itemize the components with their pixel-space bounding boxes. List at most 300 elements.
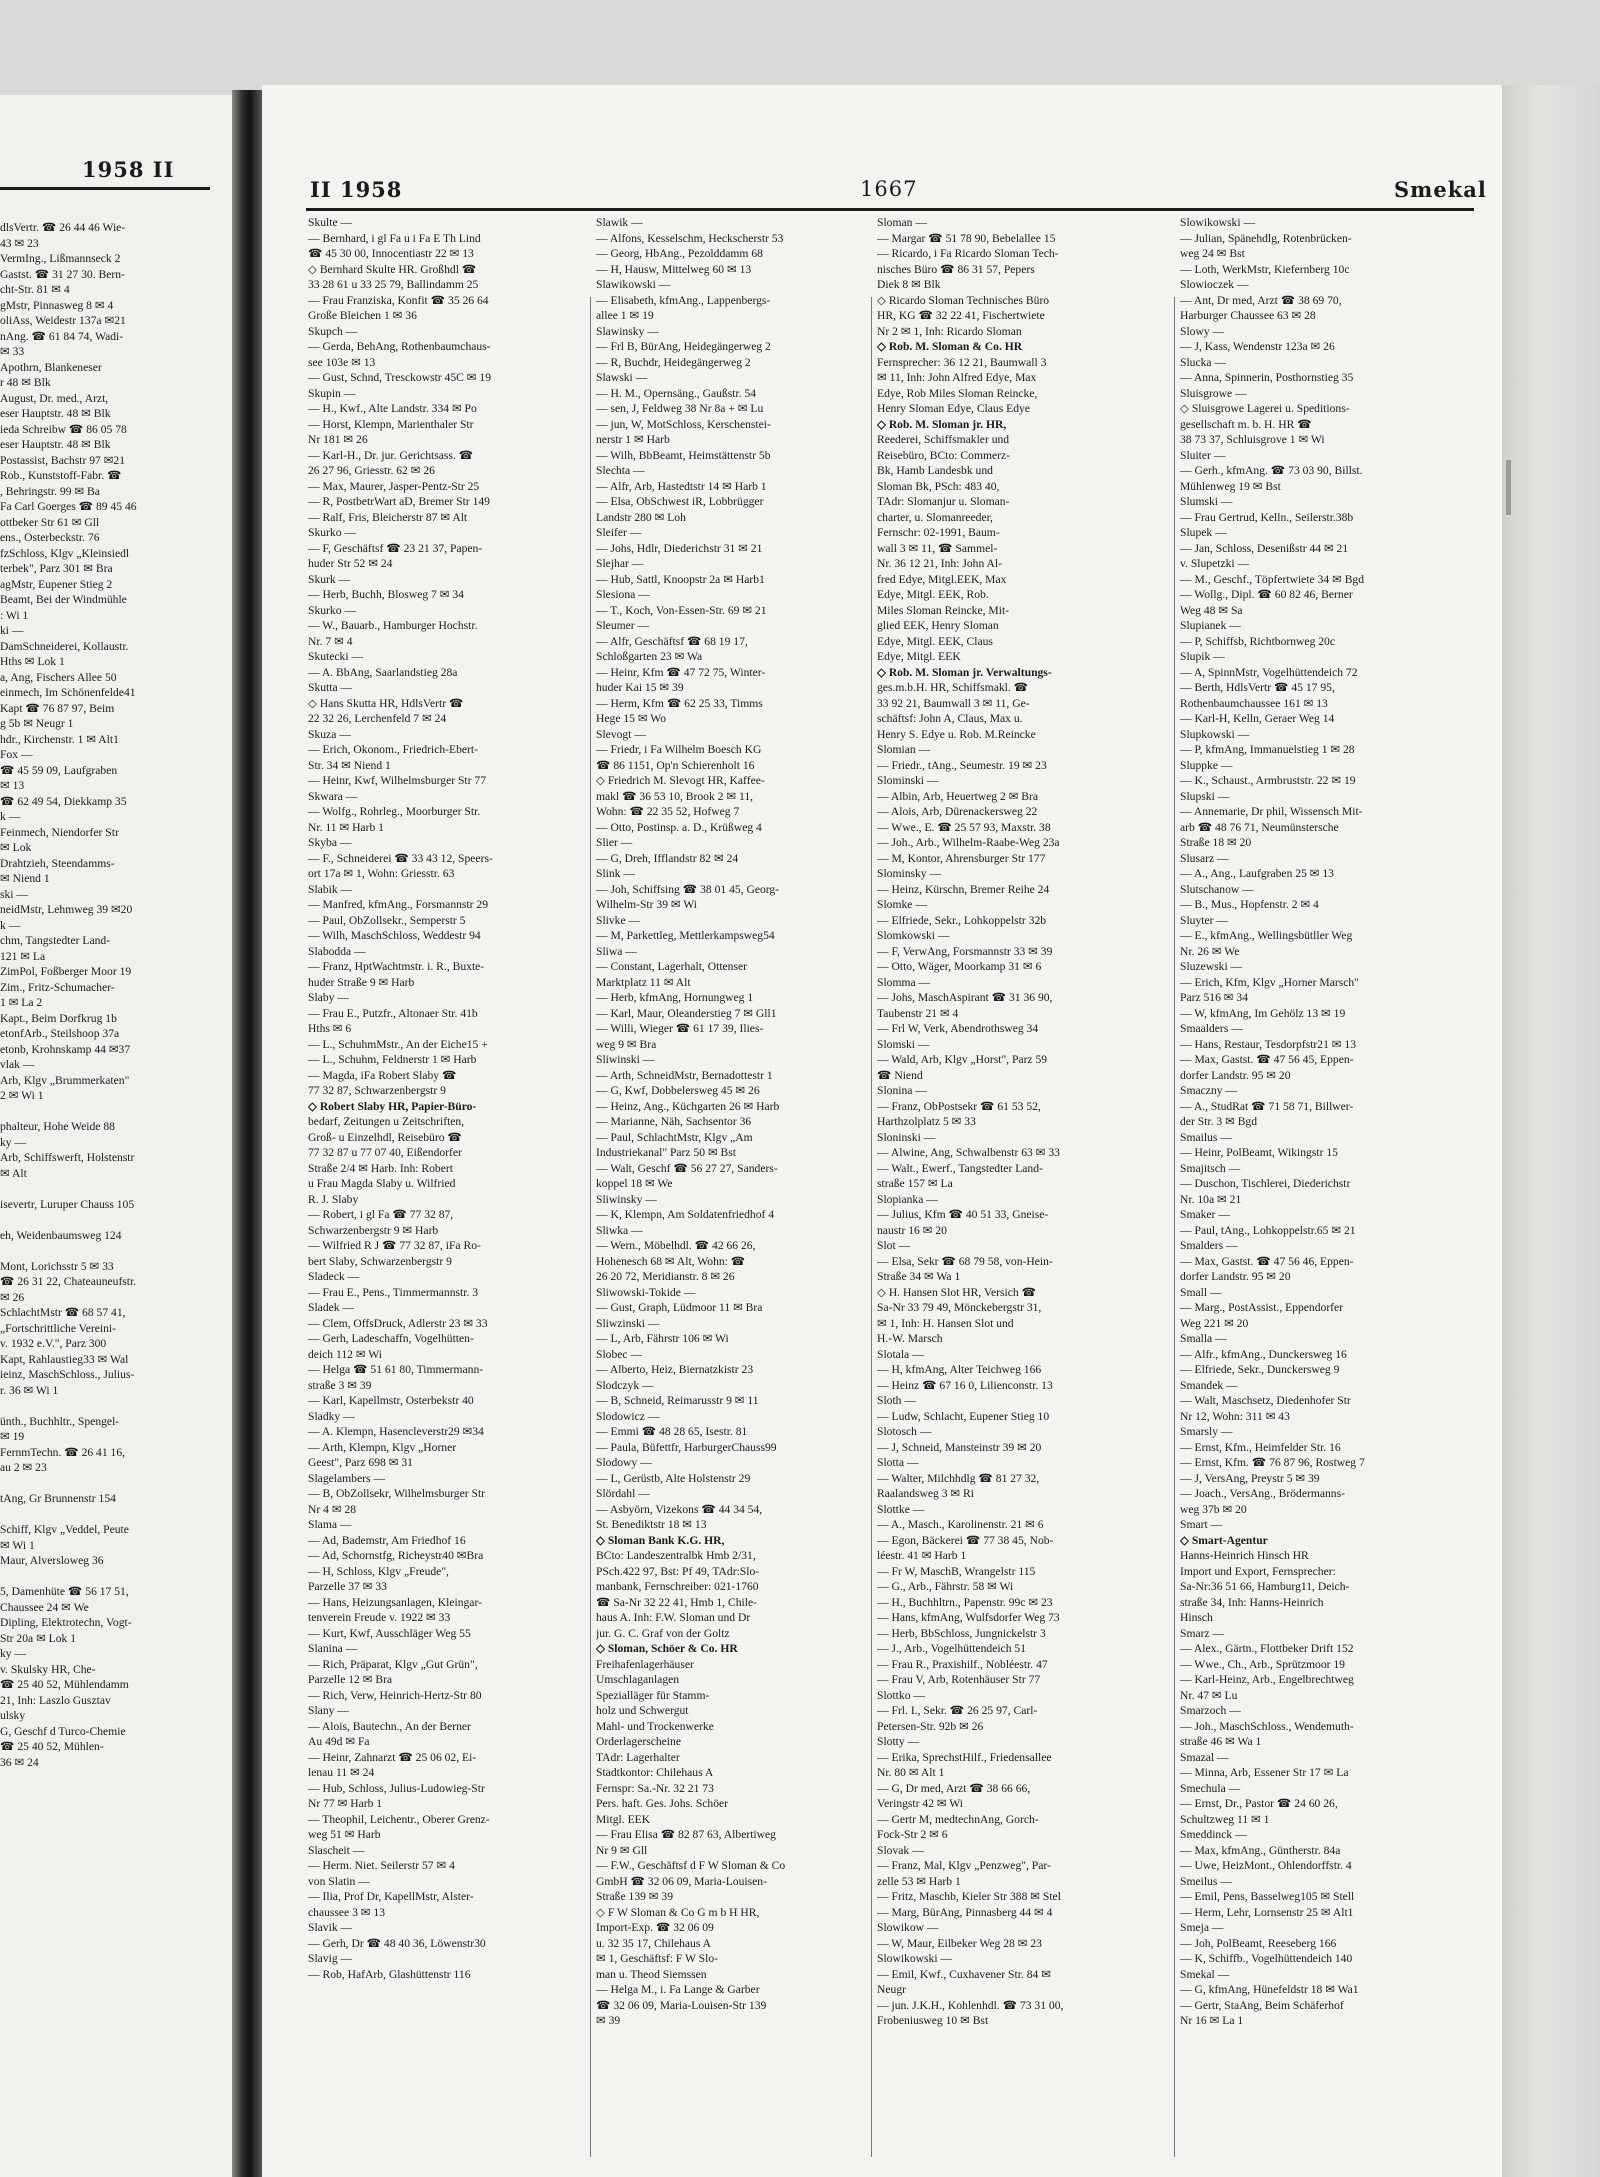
directory-entry-line: v. Slupetzki — [1180,557,1250,570]
directory-entry-line: — Berth, HdlsVertr ☎ 45 17 95, [1180,681,1335,694]
directory-entry-line: ✉ 26 [0,1290,25,1304]
directory-entry-line: Fox — [0,748,33,761]
directory-entry-line: — Erich, Okonom., Friedrich-Ebert- [308,743,478,756]
directory-entry-line: Hanns-Heinrich Hinsch HR [1180,1549,1309,1562]
directory-entry-line: — L, Arb, Fährstr 106 ✉ Wi [596,1332,729,1345]
directory-entry-line: Sluyter — [1180,913,1228,927]
directory-entry-line: 33 92 21, Baumwall 3 ✉ 11, Ge- [877,696,1030,710]
directory-entry-line: allee 1 ✉ 19 [596,309,654,322]
directory-entry-line: ◇ Rob. M. Sloman & Co. HR [877,340,1023,353]
directory-entry-line: 36 ✉ 24 [0,1755,39,1769]
directory-entry-line: Wohn: ☎ 22 35 52, Hofweg 7 [596,805,740,818]
directory-entry-line: — Ernst, Kfm., Heimfelder Str. 16 [1180,1440,1341,1454]
directory-entry-line: — F, Geschäftsf ☎ 23 21 37, Papen- [308,541,483,555]
directory-entry-line: — Johs, MaschAspirant ☎ 31 36 90, [877,991,1053,1004]
directory-entry-line: Edye, Rob Miles Sloman Reincke, [877,386,1038,400]
directory-entry-line: Slawik — [596,216,643,229]
directory-entry-line: Reederei, Schiffsmakler und [877,433,1010,446]
directory-entry-line: u. 32 35 17, Chilehaus A [596,1936,711,1950]
directory-entry-line: etonfArb., Steilshoop 37a [0,1027,120,1040]
directory-entry-line: — Frau V, Arb, Rotenhäuser Str 77 [877,1673,1041,1686]
directory-entry-line: ◇ Sluisgrowe Lagerei u. Speditions- [1180,402,1350,415]
directory-entry-line: ☎ 45 59 09, Laufgraben [0,763,118,777]
directory-entry-line: weg 37b ✉ 20 [1180,1502,1247,1516]
directory-entry-line: August, Dr. med., Arzt, [0,391,109,405]
directory-entry-line: — Gerh, Dr ☎ 48 40 36, Löwenstr30 [308,1936,486,1950]
directory-entry-line: isevertr, Luruper Chauss 105 [0,1197,135,1211]
directory-entry-line: Sloman — [877,216,927,229]
directory-entry-line: Slobec — [596,1347,643,1361]
directory-entry-line: Schiff, Klgv „Veddel, Peute [0,1523,129,1536]
directory-entry-line: — Herm, Kfm ☎ 62 25 33, Timms [596,696,763,710]
directory-entry-line: — A., Masch., Karolinenstr. 21 ✉ 6 [877,1518,1044,1531]
directory-entry-line: — Asbyörn, Vizekons ☎ 44 34 54, [596,1502,763,1516]
directory-entry-line: Sliwzinski — [596,1316,660,1330]
directory-entry-line: — B, Schneid, Reimarusstr 9 ✉ 11 [596,1394,759,1407]
directory-entry-line: — Walter, Milchhdlg ☎ 81 27 32, [877,1471,1040,1485]
directory-entry-line: — Wilh, BbBeamt, Heimstättenstr 5b [596,448,771,462]
directory-entry-line: — Elisabeth, kfmAng., Lappenbergs- [596,293,771,307]
directory-entry-line: — Emmi ☎ 48 28 65, Isestr. 81 [596,1425,748,1438]
directory-entry-line: naustr 16 ✉ 20 [877,1223,947,1237]
directory-entry-line: — L, Gerüstb, Alte Holstenstr 29 [596,1471,751,1485]
directory-entry-line: Au 49d ✉ Fa [308,1735,370,1748]
directory-entry-line: ✉ 1, Geschäftsf: F W Slo- [596,1952,718,1965]
directory-entry-line: Marktplatz 11 ✉ Alt [596,975,691,989]
directory-entry-line: Slany — [308,1704,349,1717]
directory-entry-line: St. Benediktstr 18 ✉ 13 [596,1518,707,1531]
directory-entry-line: — G, Dr med, Arzt ☎ 38 66 66, [877,1781,1031,1795]
directory-entry-line: Sloninski — [877,1130,936,1144]
directory-entry-line: Hths ✉ 6 [308,1022,352,1035]
directory-entry-line: — Hans, Restaur, Tesdorpfstr21 ✉ 13 [1180,1037,1356,1051]
directory-entry-line: — Herb, kfmAng, Hornungweg 1 [596,991,754,1004]
directory-entry-line: Slupkowski — [1180,727,1250,741]
directory-entry-line: — Frau R., Praxishilf., Nobléestr. 47 [877,1657,1048,1671]
directory-entry-line: — Franz, HptWachtmstr. i. R., Buxte- [308,960,485,973]
directory-entry-line: — Helga ☎ 51 61 80, Timmermann- [308,1363,484,1376]
directory-entry-line: Fernsprecher: 36 12 21, Baumwall 3 [877,355,1047,369]
directory-entry-line: DamSchneiderei, Kollaustr. [0,639,129,653]
directory-entry-line: : Wi 1 [0,608,29,622]
directory-entry-line: — Gust, Graph, Lüdmoor 11 ✉ Bra [596,1301,763,1314]
directory-entry-line: — T., Koch, Von-Essen-Str. 69 ✉ 21 [596,603,767,617]
directory-entry-line: Edye, Mitgl. EEK, Claus [877,634,993,648]
directory-entry-line: — G., Arb., Fährstr. 58 ✉ Wi [877,1580,1014,1593]
directory-entry-line: Fa Carl Goerges ☎ 89 45 46 [0,500,137,513]
directory-entry-line: Slechta — [596,464,645,477]
directory-entry-line: — Max, kfmAng., Güntherstr. 84a [1180,1843,1341,1857]
directory-entry-line: — Rich, Präparat, Klgv „Gut Grün", [308,1657,478,1671]
directory-entry-line: ✉ 11, Inh: John Alfred Edye, Max [877,371,1037,384]
directory-entry-line: Nr 9 ✉ Gll [596,1843,648,1857]
directory-entry-line: Slördahl — [596,1487,650,1500]
directory-entry-line: BCto: Landeszentralbk Hmb 2/31, [596,1549,756,1562]
directory-entry-line: — Horst, Klempn, Marienthaler Str [308,417,474,431]
directory-entry-line: ottbeker Str 61 ✉ Gll [0,515,100,529]
directory-entry-line: Umschlaganlagen [596,1673,680,1686]
directory-entry-line: — Paula, Büfettfr, HarburgerChauss99 [596,1440,777,1454]
directory-entry-line: — M, Kontor, Ahrensburger Str 177 [877,851,1046,865]
directory-entry-line: straße 157 ✉ La [877,1177,953,1190]
directory-entry-line: Frobeniusweg 10 ✉ Bst [877,2014,989,2027]
directory-entry-line: H.-W. Marsch [877,1332,943,1345]
directory-entry-line: — Arth, SchneidMstr, Bernadottestr 1 [596,1068,773,1082]
directory-entry-line: 121 ✉ La [0,949,46,963]
directory-entry-line: ☎ Sa-Nr 32 22 41, Hmb 1, Chile- [596,1595,757,1609]
directory-entry-line: Edye, Mitgl. EEK [877,650,961,663]
directory-entry-line: — Karl, Maur, Oleanderstieg 7 ✉ Gll1 [596,1006,777,1020]
directory-entry-line: — R, PostbetrWart aD, Bremer Str 149 [308,495,490,508]
directory-entry-line: Feinmech, Niendorfer Str [0,825,119,839]
directory-entry-line: — Gertr M, medtechnAng, Gorch- [877,1812,1039,1826]
directory-entry-line: — P, Schiffsb, Richtbornweg 20c [1180,634,1336,648]
directory-entry-line: ges.m.b.H. HR, Schiffsmakl. ☎ [877,681,1029,694]
directory-entry-line: G, Geschf d Turco-Chemie [0,1724,126,1738]
directory-entry-line: — Wald, Arb, Klgv „Horst", Parz 59 [877,1053,1048,1066]
directory-entry-line: TAdr: Slomanjur u. Sloman- [877,495,1010,508]
directory-entry-line: jur. G. C. Graf von der Goltz [596,1626,730,1640]
directory-entry-line: — Max, Maurer, Jasper-Pentz-Str 25 [308,479,480,493]
directory-entry-line: Fock-Str 2 ✉ 6 [877,1828,948,1841]
directory-entry-line: straße 34, Inh: Hanns-Heinrich [1180,1595,1324,1609]
directory-entry-line: ort 17a ✉ 1, Wohn: Griesstr. 63 [308,867,455,880]
directory-entry-line: Slovak — [877,1843,924,1857]
directory-entry-line: — Gerda, BehAng, Rothenbaumchaus- [308,340,491,353]
directory-entry-line: u Frau Magda Slaby u. Wilfried [308,1177,456,1190]
directory-entry-line: Sluzewski — [1180,960,1243,973]
column-divider [1174,297,1175,2157]
page-edge-mark [1506,460,1511,515]
directory-entry-line: Import und Export, Fernsprecher: [1180,1564,1336,1578]
directory-entry-line: GmbH ☎ 32 06 09, Maria-Louisen- [596,1874,767,1888]
directory-entry-line: Skulte — [308,216,353,229]
right-page-header-right: Smekal [1394,177,1487,202]
directory-entry-line: der Str. 3 ✉ Bgd [1180,1115,1258,1128]
directory-entry-line: Slominski — [877,774,939,787]
directory-entry-line: fzSchloss, Klgv „Kleinsiedl [0,546,130,560]
directory-entry-line: ◇ Ricardo Sloman Technisches Büro [877,293,1050,307]
directory-entry-line: — Paul, ObZollsekr., Semperstr 5 [308,913,466,927]
directory-entry-line: — G, kfmAng, Hünefeldstr 18 ✉ Wa1 [1180,1983,1359,1996]
directory-entry-line: eh, Weidenbaumsweg 124 [0,1228,122,1242]
directory-entry-line: — Joh., MaschSchloss., Wendemuth- [1180,1719,1354,1733]
directory-entry-line: — Margar ☎ 51 78 90, Bebelallee 15 [877,231,1056,245]
directory-entry-line: Smeddinck — [1180,1828,1247,1841]
directory-entry-line: Slavig — [308,1952,353,1965]
directory-entry-line: 26 27 96, Griesstr. 62 ✉ 26 [308,464,435,477]
directory-entry-line: Chaussee 24 ✉ We [0,1600,89,1614]
directory-entry-line: dlsVertr. ☎ 26 44 46 Wie- [0,221,126,234]
directory-column-3 [877,215,1171,2065]
directory-entry-line: Sliwa — [596,944,637,958]
directory-entry-line: Parzelle 37 ✉ 33 [308,1580,387,1593]
directory-entry-line: Slowikowski — [877,1952,953,1965]
directory-entry-line: Slabodda — [308,944,366,958]
column-divider [871,297,872,2157]
directory-entry-line: weg 51 ✉ Harb [308,1828,381,1841]
directory-entry-line: — Heinr, Kfm ☎ 47 72 75, Winter- [596,665,766,679]
directory-entry-line: Mont, Lorichsstr 5 ✉ 33 [0,1259,114,1273]
directory-entry-line: ✉ 33 [0,345,25,358]
directory-entry-line: Import-Exp. ☎ 32 06 09 [596,1921,714,1934]
directory-entry-line: v. Skulsky HR, Che- [0,1662,96,1676]
directory-entry-line: Gastst. ☎ 31 27 30. Bern- [0,267,125,281]
directory-entry-line: Große Bleichen 1 ✉ 36 [308,309,417,322]
directory-entry-line: Stadtkontor: Chilehaus A [596,1766,714,1779]
directory-entry-line: Slutschanow — [1180,882,1254,896]
directory-entry-line: Sluisgrowe — [1180,386,1247,400]
directory-entry-line: Orderlagerscheine [596,1735,681,1748]
directory-entry-line: Parz 516 ✉ 34 [1180,991,1248,1004]
directory-entry-line: — Karl-Heinz, Arb., Engelbrechtweg [1180,1673,1354,1686]
directory-entry-line: — W, kfmAng, Im Gehölz 13 ✉ 19 [1180,1006,1346,1020]
directory-entry-line: — Elfriede, Sekr., Lohkoppelstr 32b [877,913,1047,927]
directory-entry-line: arb ☎ 48 76 71, Neumünstersche [1180,820,1339,834]
directory-entry-line: ☎ Niend [877,1068,923,1082]
directory-entry-line: Slascheit — [308,1843,365,1857]
directory-entry-line: — Wolfg., Rohrleg., Moorburger Str. [308,805,481,818]
directory-entry-line: — Walt, Geschf ☎ 56 27 27, Sanders- [596,1161,778,1175]
directory-entry-line: ky — [0,1647,27,1660]
directory-entry-line: cht-Str. 81 ✉ 4 [0,283,70,296]
directory-entry-line: 38 73 37, Schluisgrove 1 ✉ Wi [1180,433,1325,446]
directory-entry-line: — Ernst, Dr., Pastor ☎ 24 60 26, [1180,1797,1338,1810]
directory-entry-line: — H. M., Opernsäng., Gaußstr. 54 [596,386,757,400]
directory-entry-line: Harburger Chaussee 63 ✉ 28 [1180,309,1316,322]
directory-entry-line: 43 ✉ 23 [0,236,39,250]
directory-entry-line: Smandek — [1180,1378,1238,1392]
directory-entry-line: Arb, Schiffswerft, Holstenstr [0,1151,135,1164]
directory-entry-line: — Heinr, PolBeamt, Wikingstr 15 [1180,1146,1338,1159]
directory-entry-line: — Otto, Wäger, Moorkamp 31 ✉ 6 [877,960,1042,973]
directory-entry-line: Raalandsweg 3 ✉ Ri [877,1487,974,1500]
directory-entry-line: oliAss, Weidestr 137a ✉21 [0,314,126,327]
directory-entry-line: Slawski — [596,371,648,384]
directory-entry-line: — Julius, Kfm ☎ 40 51 33, Gneise- [877,1208,1049,1221]
directory-entry-line: ☎ 25 40 52, Mühlen- [0,1740,104,1753]
directory-entry-line: ski — [0,887,29,901]
directory-entry-line: ◇ Robert Slaby HR, Papier-Büro- [308,1099,477,1113]
directory-entry-line: gesellschaft m. b. H. HR ☎ [1180,417,1312,431]
directory-entry-line [0,1104,200,1120]
directory-entry-line: — Fritz, Maschb, Kieler Str 388 ✉ Stel [877,1890,1061,1903]
directory-entry-line: Miles Sloman Reincke, Mit- [877,603,1010,617]
directory-entry-line: ◇ Bernhard Skulte HR. Großhdl ☎ [308,262,477,276]
directory-entry-line: — L., Schuhm, Feldnerstr 1 ✉ Harb [308,1053,477,1066]
directory-entry-line: — K, Schiffb., Vogelhüttendeich 140 [1180,1952,1353,1965]
directory-entry-line: ✉ 19 [0,1430,25,1443]
directory-entry-line: Nr 12, Wohn: 311 ✉ 43 [1180,1409,1290,1423]
directory-entry-line: dorfer Landstr. 95 ✉ 20 [1180,1270,1291,1283]
directory-entry-line: — Emil, Kwf., Cuxhavener Str. 84 ✉ [877,1967,1051,1981]
directory-entry-line: ✉ Wi 1 [0,1538,35,1552]
directory-entry-line: Slodowy — [596,1456,652,1469]
directory-entry-line: — Willi, Wieger ☎ 61 17 39, Ilies- [596,1022,764,1035]
directory-entry-line: Rothenbaumchaussee 161 ✉ 13 [1180,696,1328,710]
directory-entry-line: zelle 53 ✉ Harb 1 [877,1874,961,1888]
directory-entry-line: Skurko — [308,603,356,617]
directory-entry-line: Nr 16 ✉ La 1 [1180,2014,1244,2027]
left-page-column [0,220,200,2070]
directory-entry-line: Smalla — [1180,1332,1227,1345]
directory-entry-line: Slotosch — [877,1425,932,1438]
directory-entry-line: — A. BbAng, Saarlandstieg 28a [308,665,458,679]
directory-entry-line: — Ernst, Kfm. ☎ 76 87 96, Rostweg 7 [1180,1456,1365,1469]
directory-entry-line: SchlachtMstr ☎ 68 57 41, [0,1306,126,1319]
directory-entry-line: deich 112 ✉ Wi [308,1347,382,1361]
directory-entry-line: — Frl W, Verk, Abendrothsweg 34 [877,1022,1039,1035]
directory-entry-line: — Joach., VersAng., Brödermanns- [1180,1487,1345,1500]
directory-entry-line: — Fr W, MaschB, Wrangelstr 115 [877,1564,1036,1578]
directory-entry-line: 1 ✉ La 2 [0,996,43,1009]
directory-entry-line: Arb, Klgv „Brummerkaten" [0,1073,130,1087]
directory-entry-line: Smaker — [1180,1208,1230,1221]
directory-entry-line: Slivke — [596,913,641,927]
directory-entry-line: k — [0,918,21,932]
directory-entry-line: Slesiona — [596,588,650,601]
directory-entry-line: ZimPol, Foßberger Moor 19 [0,965,132,978]
page-edge [1502,85,1600,2177]
directory-entry-line: koppel 18 ✉ We [596,1177,673,1190]
directory-entry-line: Slejhar — [596,557,644,570]
directory-entry-line: — Frau E., Pens., Timmermannstr. 3 [308,1285,479,1299]
page-number: 1667 [860,177,918,201]
directory-entry-line: Slodowicz — [596,1409,660,1423]
directory-entry-line: phalteur, Hohe Weide 88 [0,1120,115,1133]
directory-entry-line: — H, Hausw, Mittelweg 60 ✉ 13 [596,262,752,276]
directory-entry-line: Apothrn, Blankeneser [0,360,102,374]
directory-entry-line: Sa-Nr:36 51 66, Hamburg11, Deich- [1180,1580,1350,1593]
directory-entry-line: — P, kfmAng, Immanuelstieg 1 ✉ 28 [1180,743,1355,756]
directory-entry-line: bert Slaby, Schwarzenbergstr 9 [308,1254,452,1268]
directory-entry-line: — Kurt, Kwf, Ausschläger Weg 55 [308,1626,471,1640]
directory-entry-line: manbank, Fernschreiber: 021-1760 [596,1580,759,1593]
directory-entry-line: ☎ 25 40 52, Mühlendamm [0,1678,129,1691]
directory-entry-line: — Heinz, Kürschn, Bremer Reihe 24 [877,882,1050,896]
directory-entry-line: ◇ Smart-Agentur [1180,1533,1268,1547]
directory-entry-line: 21, Inh: Laszlo Gusztav [0,1693,111,1707]
directory-entry-line: Smeilus — [1180,1874,1232,1888]
directory-entry-line: Neugr [877,1983,906,1996]
directory-entry-line: Sloth — [877,1394,916,1407]
directory-entry-line: — Wern., Möbelhdl. ☎ 42 66 26, [596,1239,756,1252]
directory-entry-line: Beamt, Bei der Windmühle [0,593,127,606]
directory-entry-line: ✉ 1, Inh: H. Hansen Slot und [877,1316,1014,1330]
directory-entry-line: — Clem, OffsDruck, Adlerstr 23 ✉ 33 [308,1316,488,1330]
directory-entry-line: Reisebüro, BCto: Commerz- [877,448,1010,462]
directory-entry-line: straße 46 ✉ Wa 1 [1180,1735,1262,1748]
directory-entry-line: Slomke — [877,898,927,911]
directory-entry-line [0,1243,200,1259]
directory-entry-line: , Behringstr. 99 ✉ Ba [0,484,100,498]
directory-entry-line: FernmTechn. ☎ 26 41 16, [0,1445,126,1459]
directory-entry-line: Slaby — [308,991,349,1004]
directory-entry-line: — B., Mus., Hopfenstr. 2 ✉ 4 [1180,898,1319,911]
directory-entry-line: — Max, Gastst. ☎ 47 56 45, Eppen- [1180,1053,1354,1066]
directory-entry-line: eser Hauptstr. 48 ✉ Blk [0,407,111,420]
directory-entry-line: ulsky [0,1709,26,1722]
directory-entry-line: Schwarzenbergstr 9 ✉ Harb [308,1223,439,1237]
directory-entry-line: — Ricardo, i Fa Ricardo Sloman Tech- [877,247,1059,260]
directory-entry-line: chm, Tangstedter Land- [0,934,111,947]
directory-entry-line: a, Ang, Fischers Allee 50 [0,670,117,684]
directory-entry-line: — E., kfmAng., Wellingsbütller Weg [1180,929,1353,942]
directory-entry-line: ieda Schreibw ☎ 86 05 78 [0,422,127,436]
directory-entry-line: Slusarz — [1180,851,1229,865]
directory-entry-line: Slupik — [1180,650,1225,663]
directory-entry-line: Straße 34 ✉ Wa 1 [877,1270,961,1283]
directory-entry-line: — Herm. Niet. Seilerstr 57 ✉ 4 [308,1859,455,1872]
directory-entry-line: „Fortschrittliche Vereini- [0,1321,117,1335]
directory-entry-line: — Alberto, Heiz, Biernatzkistr 23 [596,1363,754,1376]
directory-entry-line: 33 28 61 u 33 25 79, Ballindamm 25 [308,278,479,291]
directory-entry-line: Straße 139 ✉ 39 [596,1890,674,1903]
directory-entry-line: lenau 11 ✉ 24 [308,1766,375,1779]
directory-entry-line [0,1398,200,1414]
directory-entry-line: — J, Schneid, Mansteinstr 39 ✉ 20 [877,1440,1042,1454]
directory-entry-line: — M., Geschf., Töpfertwiete 34 ✉ Bgd [1180,572,1365,586]
directory-entry-line: — Franz, ObPostsekr ☎ 61 53 52, [877,1099,1041,1113]
directory-entry-line: weg 9 ✉ Bra [596,1037,657,1051]
right-page-header-left: II 1958 [310,177,403,202]
directory-entry-line: Slotta — [877,1456,919,1469]
directory-entry-line: Mahl- und Trockenwerke [596,1719,714,1733]
directory-entry-line: Hths ✉ Lok 1 [0,655,65,668]
directory-entry-line: — Alfr, Geschäftsf ☎ 68 19 17, [596,634,748,648]
directory-entry-line: Slupek — [1180,526,1227,539]
directory-entry-line: PSch.422 97, Bst: Pf 49, TAdr:Slo- [596,1564,760,1578]
directory-entry-line: hdr., Kirchenstr. 1 ✉ Alt1 [0,732,119,746]
directory-entry-line: — jun. J.K.H., Kohlenhdl. ☎ 73 31 00, [877,1998,1064,2012]
directory-entry-line: — Alex., Gärtn., Flottbeker Drift 152 [1180,1642,1354,1655]
directory-entry-line: — Helga M., i. Fa Lange & Garber [596,1983,760,1996]
directory-entry-line: Fernspr: Sa.-Nr. 32 21 73 [596,1781,714,1795]
directory-entry-line: Slomski — [877,1037,930,1051]
directory-entry-line: Bk, Hamb Landesbk und [877,464,993,477]
directory-entry-line: — Wilh, MaschSchloss, Weddestr 94 [308,929,481,942]
directory-entry-line: — Gust, Schnd, Tresckowstr 45C ✉ 19 [308,371,491,384]
directory-entry-line: Nr. 7 ✉ 4 [308,634,353,648]
directory-entry-line: Smazal — [1180,1750,1229,1764]
directory-entry-line: vlak — [0,1058,35,1071]
directory-entry-line: — K, Klempn, Am Soldatenfriedhof 4 [596,1208,775,1221]
directory-entry-line: — Heinr, Zahnarzt ☎ 25 06 02, Ei- [308,1750,477,1764]
left-page-header: 1958 II [82,157,175,182]
directory-entry-line: — Egon, Bäckerei ☎ 77 38 45, Nob- [877,1533,1054,1547]
directory-entry-line: g 5b ✉ Neugr 1 [0,717,74,730]
directory-entry-line: makl ☎ 36 53 10, Brook 2 ✉ 11, [596,789,754,803]
directory-entry-line: VermIng., Lißmannseck 2 [0,252,121,265]
directory-entry-line: ✉ 39 [596,2014,621,2027]
directory-entry-line: neidMstr, Lehmweg 39 ✉20 [0,903,133,916]
directory-entry-line: ki — [0,624,24,637]
directory-entry-line: — Wwe., E. ☎ 25 57 93, Maxstr. 38 [877,820,1051,834]
directory-entry-line: Sleumer — [596,619,650,632]
directory-entry-line: — F., Schneiderei ☎ 33 43 12, Speers- [308,851,493,865]
directory-entry-line: — H., Kwf., Alte Landstr. 334 ✉ Po [308,402,477,415]
directory-entry-line: Slier — [596,836,633,849]
directory-entry-line: Slucka — [1180,355,1227,369]
directory-entry-line: Kapt, Rahlaustieg33 ✉ Wal [0,1352,129,1366]
directory-entry-line: — Ad, Schornstfg, Richeystr40 ✉Bra [308,1549,484,1562]
directory-entry-line: Sliwinski — [596,1053,655,1066]
directory-entry-line: haus A. Inh: F.W. Sloman und Dr [596,1611,751,1624]
directory-entry-line: bedarf, Zeitungen u Zeitschriften, [308,1115,465,1128]
directory-entry-line: Smaalders — [1180,1022,1243,1035]
directory-entry-line: Skurk — [308,572,351,586]
directory-entry-line: Sloman Bk, PSch: 483 40, [877,479,1000,493]
